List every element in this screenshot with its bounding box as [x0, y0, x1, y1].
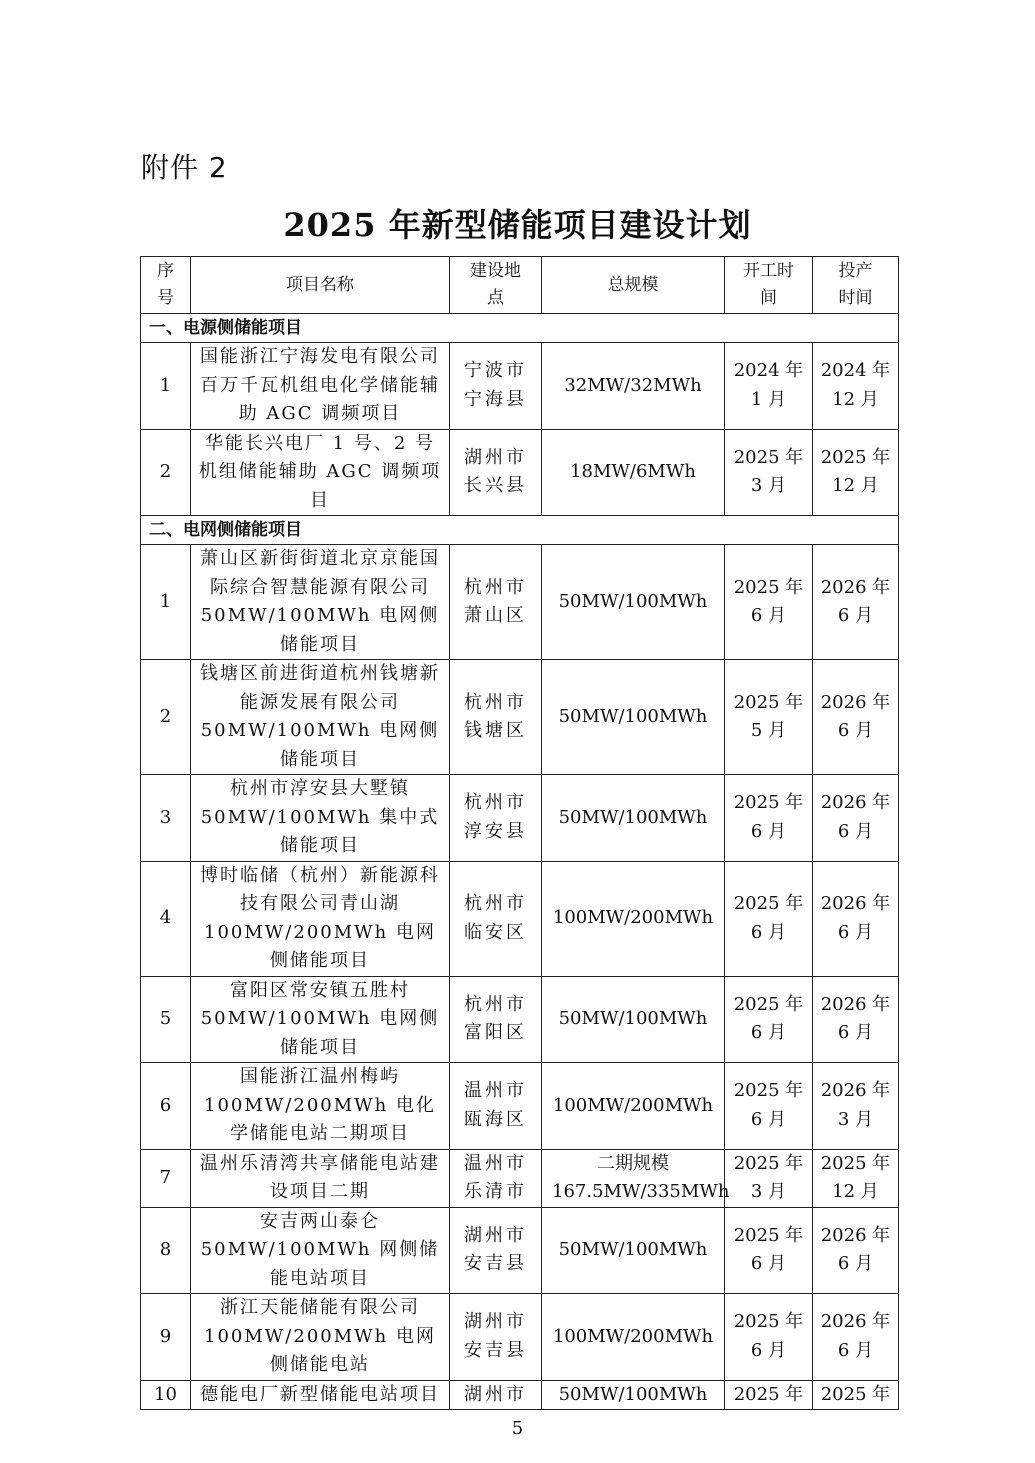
cell-scale: 50MW/100MWh	[542, 1380, 725, 1410]
cell-start: 2025 年 6 月	[725, 545, 813, 660]
cell-location: 温州市乐清市	[450, 1149, 542, 1207]
cell-start: 2025 年 3 月	[725, 1149, 813, 1207]
cell-finish: 2026 年 3 月	[813, 1063, 899, 1150]
cell-name: 温州乐清湾共享储能电站建设项目二期	[191, 1149, 450, 1207]
section-title: 一、电源侧储能项目	[141, 314, 899, 343]
cell-start: 2025 年 6 月	[725, 1063, 813, 1150]
cell-seq: 5	[141, 976, 191, 1063]
cell-seq: 6	[141, 1063, 191, 1150]
cell-scale: 32MW/32MWh	[542, 343, 725, 430]
cell-scale: 100MW/200MWh	[542, 1063, 725, 1150]
cell-location: 杭州市富阳区	[450, 976, 542, 1063]
cell-scale: 50MW/100MWh	[542, 660, 725, 775]
table-header-row	[141, 257, 899, 314]
cell-scale: 二期规模 167.5MW/335MWh	[542, 1149, 725, 1207]
cell-seq: 9	[141, 1294, 191, 1381]
cell-finish: 2026 年 6 月	[813, 1294, 899, 1381]
cell-location: 湖州市安吉县	[450, 1207, 542, 1294]
cell-finish: 2026 年 6 月	[813, 775, 899, 862]
cell-start: 2025 年 6 月	[725, 1207, 813, 1294]
cell-location: 湖州市长兴县	[450, 429, 542, 516]
table-row	[141, 343, 899, 430]
table-row	[141, 1063, 899, 1150]
cell-seq: 7	[141, 1149, 191, 1207]
table-row	[141, 660, 899, 775]
table-row	[141, 976, 899, 1063]
cell-start: 2024 年 1 月	[725, 343, 813, 430]
cell-name: 博时临储（杭州）新能源科技有限公司青山湖 100MW/200MWh 电网侧储能项目	[191, 861, 450, 976]
cell-location: 湖州市	[450, 1380, 542, 1410]
header-scale: 总规模	[542, 257, 725, 314]
cell-scale: 50MW/100MWh	[542, 1207, 725, 1294]
cell-finish: 2025 年	[813, 1380, 899, 1410]
cell-start: 2025 年 6 月	[725, 861, 813, 976]
cell-name: 萧山区新街街道北京京能国际综合智慧能源有限公司 50MW/100MWh 电网侧储能项目	[191, 545, 450, 660]
cell-finish: 2025 年 12 月	[813, 429, 899, 516]
cell-name: 浙江天能储能有限公司 100MW/200MWh 电网侧储能电站	[191, 1294, 450, 1381]
cell-scale: 100MW/200MWh	[542, 1294, 725, 1381]
cell-location: 杭州市萧山区	[450, 545, 542, 660]
cell-start: 2025 年 3 月	[725, 429, 813, 516]
table-row	[141, 775, 899, 862]
project-plan-table	[140, 256, 899, 1410]
table-row	[141, 545, 899, 660]
table-row	[141, 429, 899, 516]
cell-finish: 2024 年 12 月	[813, 343, 899, 430]
cell-seq: 10	[141, 1380, 191, 1410]
cell-finish: 2025 年 12 月	[813, 1149, 899, 1207]
cell-start: 2025 年 5 月	[725, 660, 813, 775]
cell-seq: 3	[141, 775, 191, 862]
page-number: 5	[511, 1418, 524, 1439]
table-row	[141, 861, 899, 976]
cell-start: 2025 年 6 月	[725, 775, 813, 862]
cell-name: 安吉两山泰仑 50MW/100MWh 网侧储能电站项目	[191, 1207, 450, 1294]
section-row	[141, 516, 899, 545]
attachment-label: 附件 2	[141, 151, 228, 184]
header-finish: 投产时间	[813, 257, 899, 314]
cell-start: 2025 年 6 月	[725, 976, 813, 1063]
cell-seq: 2	[141, 660, 191, 775]
cell-location: 杭州市淳安县	[450, 775, 542, 862]
section-title: 二、电网侧储能项目	[141, 516, 899, 545]
cell-seq: 2	[141, 429, 191, 516]
cell-finish: 2026 年 6 月	[813, 976, 899, 1063]
document-title: 2025 年新型储能项目建设计划	[283, 206, 752, 244]
cell-finish: 2026 年 6 月	[813, 1207, 899, 1294]
cell-location: 杭州市钱塘区	[450, 660, 542, 775]
cell-start: 2025 年	[725, 1380, 813, 1410]
cell-name: 富阳区常安镇五胜村 50MW/100MWh 电网侧储能项目	[191, 976, 450, 1063]
cell-finish: 2026 年 6 月	[813, 861, 899, 976]
cell-seq: 1	[141, 545, 191, 660]
cell-finish: 2026 年 6 月	[813, 660, 899, 775]
cell-name: 德能电厂新型储能电站项目	[191, 1380, 450, 1410]
cell-location: 杭州市临安区	[450, 861, 542, 976]
header-start: 开工时间	[725, 257, 813, 314]
cell-scale: 50MW/100MWh	[542, 976, 725, 1063]
table-row	[141, 1149, 899, 1207]
cell-name: 国能浙江温州梅屿 100MW/200MWh 电化学储能电站二期项目	[191, 1063, 450, 1150]
table-row	[141, 1294, 899, 1381]
section-row	[141, 314, 899, 343]
cell-scale: 18MW/6MWh	[542, 429, 725, 516]
cell-finish: 2026 年 6 月	[813, 545, 899, 660]
cell-name: 钱塘区前进街道杭州钱塘新能源发展有限公司 50MW/100MWh 电网侧储能项目	[191, 660, 450, 775]
header-name: 项目名称	[191, 257, 450, 314]
header-seq: 序号	[141, 257, 191, 314]
cell-start: 2025 年 6 月	[725, 1294, 813, 1381]
cell-scale: 50MW/100MWh	[542, 775, 725, 862]
cell-scale: 100MW/200MWh	[542, 861, 725, 976]
cell-scale: 50MW/100MWh	[542, 545, 725, 660]
cell-location: 温州市瓯海区	[450, 1063, 542, 1150]
cell-seq: 4	[141, 861, 191, 976]
cell-location: 宁波市宁海县	[450, 343, 542, 430]
table-row	[141, 1380, 899, 1410]
header-location: 建设地点	[450, 257, 542, 314]
cell-seq: 8	[141, 1207, 191, 1294]
cell-seq: 1	[141, 343, 191, 430]
table-row	[141, 1207, 899, 1294]
cell-name: 杭州市淳安县大墅镇 50MW/100MWh 集中式储能项目	[191, 775, 450, 862]
cell-name: 华能长兴电厂 1 号、2 号机组储能辅助 AGC 调频项目	[191, 429, 450, 516]
cell-name: 国能浙江宁海发电有限公司百万千瓦机组电化学储能辅助 AGC 调频项目	[191, 343, 450, 430]
cell-location: 湖州市安吉县	[450, 1294, 542, 1381]
